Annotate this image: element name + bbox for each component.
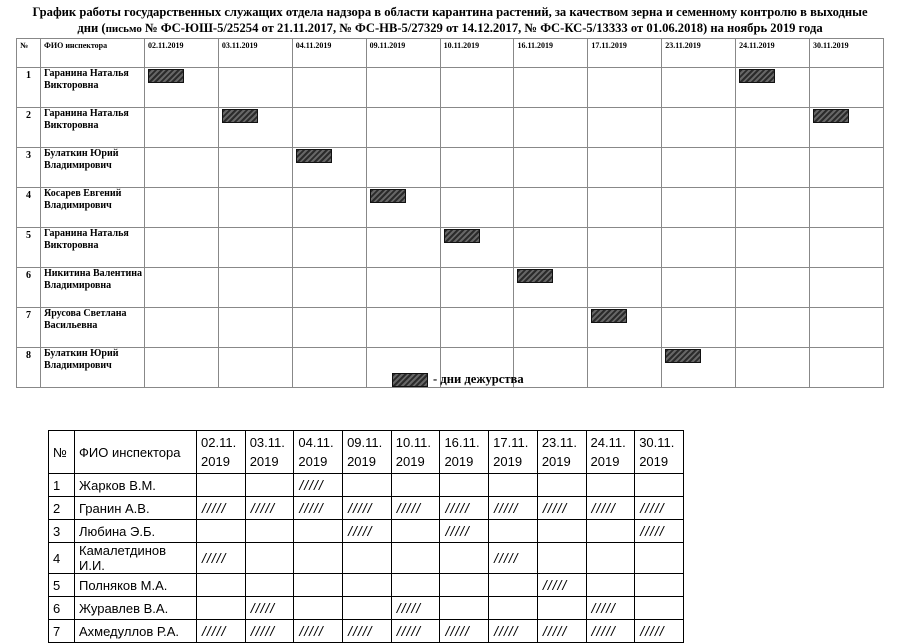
table2-cell [537,474,586,497]
table1-cell [440,308,514,348]
table1-cell [514,348,588,388]
table2-cell [537,520,586,543]
table1-cell [292,68,366,108]
table1-header-date: 23.11.2019 [662,39,736,68]
table1-cell [292,348,366,388]
table1-cell [218,268,292,308]
table1-header-date: 03.11.2019 [218,39,292,68]
table1-header-num: № [17,39,41,68]
table2-duty-mark: ///// [391,497,440,520]
schedule-table-2 [48,430,684,643]
table1-cell [810,108,884,148]
table2-header-date: 10.11. 2019 [391,431,440,474]
table2-header-row [49,431,684,474]
table1-cell [145,228,219,268]
table2-header-date: 09.11. 2019 [343,431,392,474]
table1-row-num: 7 [17,308,41,348]
table2-cell [197,597,246,620]
table1-cell [514,308,588,348]
table2-duty-mark: ///// [635,620,684,643]
table2-duty-mark: ///// [440,520,489,543]
table2-cell [245,543,294,574]
table2-row-name: Камалетдинов И.И. [75,543,197,574]
table1-cell [440,268,514,308]
table1-cell [145,188,219,228]
table1-cell [736,268,810,308]
table1-row [17,228,884,268]
table1-row [17,308,884,348]
table2-cell [343,574,392,597]
table2-duty-mark: ///// [489,497,538,520]
table1-cell [218,148,292,188]
table2-cell [635,543,684,574]
table2-cell [489,574,538,597]
document-title [10,4,890,37]
table1-cell [662,68,736,108]
table1-cell [662,188,736,228]
table2-cell [489,474,538,497]
table2-cell [586,474,635,497]
table1-cell [662,148,736,188]
table1-row-num: 6 [17,268,41,308]
table1-cell [810,68,884,108]
table2-row [49,520,684,543]
table1-cell [736,228,810,268]
table2-cell [391,474,440,497]
table2-duty-mark: ///// [197,620,246,643]
table1-cell [218,188,292,228]
legend-text: - дни дежурства [433,372,524,386]
table1-header-date: 10.11.2019 [440,39,514,68]
table2-header-date: 04.11. 2019 [294,431,343,474]
table2-duty-mark: ///// [197,543,246,574]
table2-duty-mark: ///// [489,620,538,643]
table1-row-name: Ярусова Светлана Васильевна [41,308,145,348]
table2-cell [586,543,635,574]
table1-row-name: Косарев Евгений Владимирович [41,188,145,228]
table2-row-num: 3 [49,520,75,543]
table2-cell [197,520,246,543]
table2-duty-mark: ///// [245,620,294,643]
table1-row-name: Никитина Валентина Владимировна [41,268,145,308]
table2-duty-mark: ///// [343,620,392,643]
table2-row-num: 1 [49,474,75,497]
table1-cell [145,108,219,148]
table2-cell [343,543,392,574]
table1-cell [662,228,736,268]
table2-body [49,474,684,643]
table2-duty-mark: ///// [245,597,294,620]
table2-duty-mark: ///// [391,620,440,643]
table1-cell [588,68,662,108]
duty-marker-icon [370,189,406,203]
table2-row-name: Жарков В.М. [75,474,197,497]
table2-row [49,543,684,574]
table1-cell [440,148,514,188]
legend [392,372,524,387]
table2-duty-mark: ///// [537,497,586,520]
table1-cell [440,108,514,148]
table1-cell [588,188,662,228]
table2-duty-mark: ///// [586,597,635,620]
table1-cell [514,148,588,188]
table2-duty-mark: ///// [586,497,635,520]
table2-header-date: 16.11. 2019 [440,431,489,474]
table1-cell [588,148,662,188]
duty-marker-icon [813,109,849,123]
table1-body [17,68,884,388]
table2-cell [245,474,294,497]
table1-cell [366,308,440,348]
table1-cell [736,348,810,388]
duty-marker-icon [148,69,184,83]
table1-header-row [17,39,884,68]
title-line-1: График работы государственных служащих отдела надзора в области карантина растений, за качеством зерна и семенному контролю в выходные [32,5,868,19]
table1-row-name: Булаткин Юрий Владимирович [41,148,145,188]
duty-marker-icon [591,309,627,323]
table1-header-date: 04.11.2019 [292,39,366,68]
table1-cell [218,228,292,268]
table1-cell [440,68,514,108]
table2-row-num: 6 [49,597,75,620]
table1-cell [588,228,662,268]
table1-row [17,188,884,228]
duty-marker-icon [739,69,775,83]
table2-header-num: № [49,431,75,474]
table1-cell [662,108,736,148]
table2-duty-mark: ///// [635,497,684,520]
table2-duty-mark: ///// [537,620,586,643]
table1-cell [218,308,292,348]
table1-cell [292,308,366,348]
table2-row-name: Полняков М.А. [75,574,197,597]
table2-cell [537,597,586,620]
table2-cell [635,597,684,620]
table1-cell [145,148,219,188]
table1-header-name: ФИО инспектора [41,39,145,68]
table2-row-num: 5 [49,574,75,597]
table1-cell [736,108,810,148]
table2-duty-mark: ///// [537,574,586,597]
table1-cell [514,188,588,228]
table1-cell [366,68,440,108]
table2-cell [391,520,440,543]
title-line-2-prefix: дни ( [77,21,106,35]
table1-cell [810,228,884,268]
table1-cell [736,68,810,108]
table2-duty-mark: ///// [294,497,343,520]
duty-marker-icon [665,349,701,363]
table1-row-num: 1 [17,68,41,108]
table1-cell [810,268,884,308]
title-line-2 [10,20,890,37]
schedule-table-1 [16,38,884,388]
table2-cell [294,597,343,620]
table2-cell [245,520,294,543]
table1-cell [292,108,366,148]
table1-cell [218,68,292,108]
table2-cell [294,543,343,574]
table1-cell [662,348,736,388]
table2-cell [635,574,684,597]
table2-row [49,620,684,643]
table1-cell [736,188,810,228]
duty-marker-icon [444,229,480,243]
table2-row [49,574,684,597]
table1-cell [662,308,736,348]
table2-header-name: ФИО инспектора [75,431,197,474]
table1-row-name: Гаранина Наталья Викторовна [41,228,145,268]
table2-duty-mark: ///// [294,474,343,497]
table2-cell [440,474,489,497]
table1-cell [292,268,366,308]
table2-duty-mark: ///// [440,497,489,520]
table1-cell [145,348,219,388]
table1-row [17,108,884,148]
table2-duty-mark: ///// [197,497,246,520]
table1-row [17,68,884,108]
table2-cell [197,474,246,497]
table1-header-date: 09.11.2019 [366,39,440,68]
table1-cell [514,268,588,308]
table1-cell [366,188,440,228]
table1-row-num: 4 [17,188,41,228]
table1-cell [145,68,219,108]
table2-header-date: 30.11. 2019 [635,431,684,474]
duty-swatch-icon [392,373,428,387]
table2-cell [635,474,684,497]
table2-duty-mark: ///// [391,597,440,620]
table1-cell [366,228,440,268]
table2-duty-mark: ///// [343,497,392,520]
table2-row [49,497,684,520]
table2-cell [294,520,343,543]
table1-header-date: 24.11.2019 [736,39,810,68]
table2-row-name: Любина Э.Б. [75,520,197,543]
table1-row-num: 8 [17,348,41,388]
duty-marker-icon [222,109,258,123]
table1-cell [810,308,884,348]
table1-cell [588,348,662,388]
duty-marker-icon [517,269,553,283]
table1-cell [218,108,292,148]
table1-row-num: 5 [17,228,41,268]
table1-cell [366,268,440,308]
table1-cell [440,228,514,268]
title-line-2-rest: № ФС-ЮШ-5/25254 от 21.11.2017, № ФС-НВ-5/27329 от 14.12.2017, № ФС-КС-5/13333 от 01.06.2018) на ноябрь 2019 года [141,21,823,35]
table1-row [17,148,884,188]
table2-row-num: 4 [49,543,75,574]
table2-cell [294,574,343,597]
table1-cell [514,228,588,268]
table1-cell [440,188,514,228]
table2-row-name: Журавлев В.А. [75,597,197,620]
table2-row [49,597,684,620]
table1-cell [736,148,810,188]
table2-duty-mark: ///// [343,520,392,543]
table2-cell [197,574,246,597]
table2-cell [586,520,635,543]
table2-cell [440,543,489,574]
table2-row [49,474,684,497]
table1-row-name: Гаранина Наталья Викторовна [41,68,145,108]
table1-row-name: Булаткин Юрий Владимирович [41,348,145,388]
table2-header-date: 24.11. 2019 [586,431,635,474]
duty-marker-icon [296,149,332,163]
table2-cell [489,520,538,543]
table1-cell [292,228,366,268]
table2-cell [586,574,635,597]
table2-header-date: 23.11. 2019 [537,431,586,474]
table2-row-num: 7 [49,620,75,643]
table1-cell [810,188,884,228]
table2-header-date: 17.11. 2019 [489,431,538,474]
table2-duty-mark: ///// [489,543,538,574]
table1-row [17,268,884,308]
table1-cell [588,268,662,308]
table2-cell [391,543,440,574]
table2-duty-mark: ///// [586,620,635,643]
table2-cell [440,574,489,597]
table1-row-name: Гаранина Наталья Викторовна [41,108,145,148]
table1-cell [810,148,884,188]
table2-cell [343,597,392,620]
table1-cell [292,188,366,228]
table2-cell [343,474,392,497]
table1-cell [588,308,662,348]
table1-cell [810,348,884,388]
table2-cell [391,574,440,597]
table1-cell [662,268,736,308]
table1-row-num: 2 [17,108,41,148]
table1-cell [366,108,440,148]
title-line-2-small: письмо [105,23,142,35]
table1-cell [514,108,588,148]
table2-cell [245,574,294,597]
table2-duty-mark: ///// [440,620,489,643]
table2-cell [537,543,586,574]
table1-header-date: 16.11.2019 [514,39,588,68]
table2-duty-mark: ///// [294,620,343,643]
table2-cell [440,597,489,620]
table2-duty-mark: ///// [635,520,684,543]
table2-row-name: Гранин А.В. [75,497,197,520]
table1-cell [292,148,366,188]
table1-cell [588,108,662,148]
table2-header-date: 02.11. 2019 [197,431,246,474]
table1-cell [218,348,292,388]
table1-header-date: 17.11.2019 [588,39,662,68]
table2-header-date: 03.11. 2019 [245,431,294,474]
table1-cell [514,68,588,108]
table1-cell [736,308,810,348]
table2-cell [489,597,538,620]
table1-cell [145,308,219,348]
table1-cell [145,268,219,308]
table1-cell [366,148,440,188]
table1-header-date: 30.11.2019 [810,39,884,68]
table1-header-date: 02.11.2019 [145,39,219,68]
table2-duty-mark: ///// [245,497,294,520]
table1-row-num: 3 [17,148,41,188]
table2-row-num: 2 [49,497,75,520]
table2-row-name: Ахмедуллов Р.А. [75,620,197,643]
